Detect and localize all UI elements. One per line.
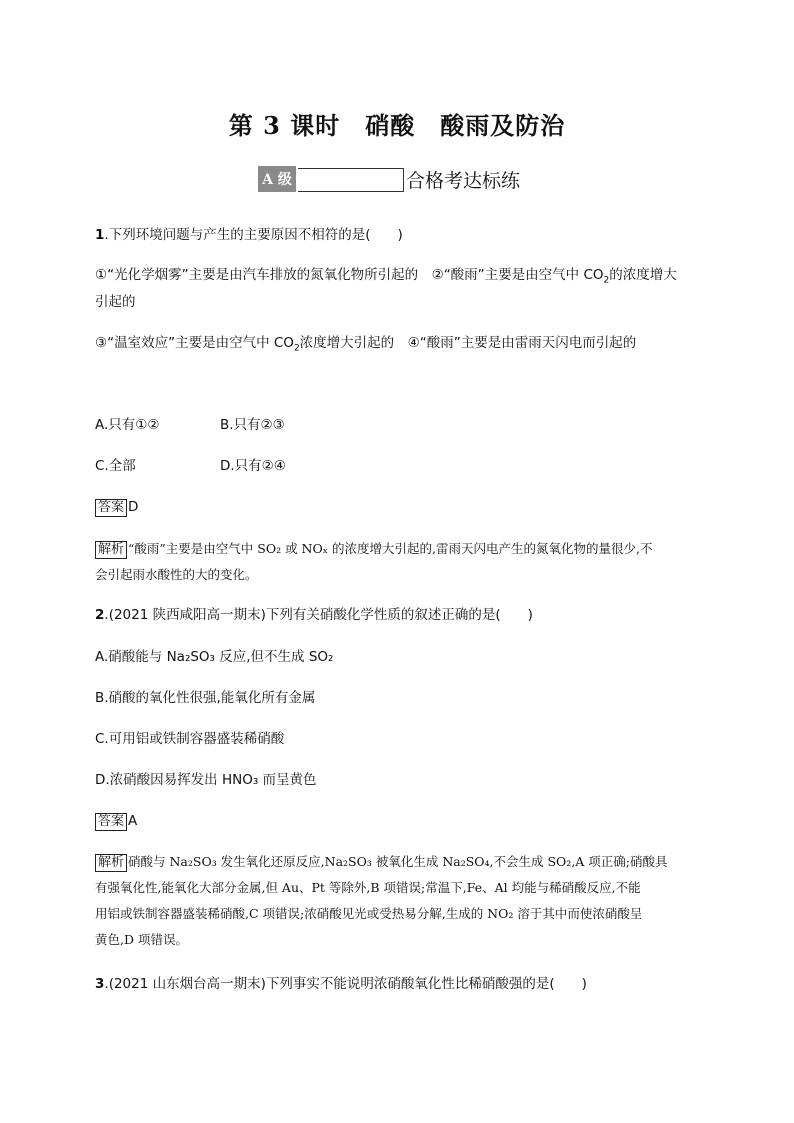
q2-answer: 答案 A xyxy=(95,812,137,831)
explanation-tag: 解析 xyxy=(95,541,127,559)
q1-statement-3: ③“温室效应”主要是由空气中 $CO_2$浓度增大引起的 ④“酸雨”主要是由雷雨天闪电而引起的 xyxy=(95,335,637,354)
q2-explanation-line-1: 解析 硝酸与 Na₂SO₃ 发生氧化还原反应,Na₂SO₃ 被氧化生成 Na₂SO₄,不会生成 SO₂,A 项正确;硝酸具 xyxy=(95,853,668,872)
q2-explanation-line-2: 有强氧化性,能氧化大部分金属,但 Au、Pt 等除外,B 项错误;常温下,Fe、Al 均能与稀硝酸反应,不能 xyxy=(95,880,641,895)
q2-option-b: B.硝酸的氧化性很强,能氧化所有金属 xyxy=(95,690,316,706)
q2-explanation-line-3: 用铝或铁制容器盛装稀硝酸,C 项错误;浓硝酸见光或受热易分解,生成的 NO₂ 溶于其中而使浓硝酸呈 xyxy=(95,906,643,921)
q1-explanation-line-1: 解析 “酸雨”主要是由空气中 SO₂ 或 NOₓ 的浓度增大引起的,雷雨天闪电产生的氮氧化物的量很少,不 xyxy=(95,540,652,559)
q1-explanation-line-2: 会引起雨水酸性的大的变化。 xyxy=(95,567,258,582)
q1-option-b: B.只有②③ xyxy=(220,417,285,433)
q1-statement-1: ①“光化学烟雾”主要是由汽车排放的氮氧化物所引起的 ②“酸雨”主要是由空气中 $CO_2$的浓度增大 xyxy=(95,267,677,286)
page-title: 第 3 课时 硝酸 酸雨及防治 xyxy=(228,111,566,140)
q1-option-c: C.全部 xyxy=(95,458,136,474)
level-underline xyxy=(298,168,404,192)
q2-option-d: D.浓硝酸因易挥发出 HNO₃ 而呈黄色 xyxy=(95,772,317,788)
q2-option-a: A.硝酸能与 Na₂SO₃ 反应,但不生成 SO₂ xyxy=(95,649,334,665)
q1-answer: 答案 D xyxy=(95,498,138,517)
level-label: 合格考达标练 xyxy=(406,170,521,192)
q2-number: 2 xyxy=(95,607,105,623)
explanation-tag: 解析 xyxy=(95,854,127,872)
answer-tag: 答案 xyxy=(95,813,127,831)
answer-tag: 答案 xyxy=(95,499,127,517)
q2-explanation-line-4: 黄色,D 项错误。 xyxy=(95,932,188,947)
q3-number: 3 xyxy=(95,976,105,992)
q1-option-d: D.只有②④ xyxy=(220,458,286,474)
q3-stem: 3.(2021 山东烟台高一期末)下列事实不能说明浓硝酸氧化性比稀硝酸强的是( ) xyxy=(95,976,587,992)
q1-statement-1-cont: 引起的 xyxy=(95,294,136,310)
q1-stem: 1.下列环境问题与产生的主要原因不相符的是( ) xyxy=(95,227,403,243)
level-heading xyxy=(258,164,520,192)
q2-stem: 2.(2021 陕西咸阳高一期末)下列有关硝酸化学性质的叙述正确的是( ) xyxy=(95,607,533,623)
q2-option-c: C.可用铝或铁制容器盛装稀硝酸 xyxy=(95,731,285,747)
q1-number: 1 xyxy=(95,227,105,243)
level-badge: A 级 xyxy=(258,166,296,192)
q1-option-a: A.只有①② xyxy=(95,417,160,433)
